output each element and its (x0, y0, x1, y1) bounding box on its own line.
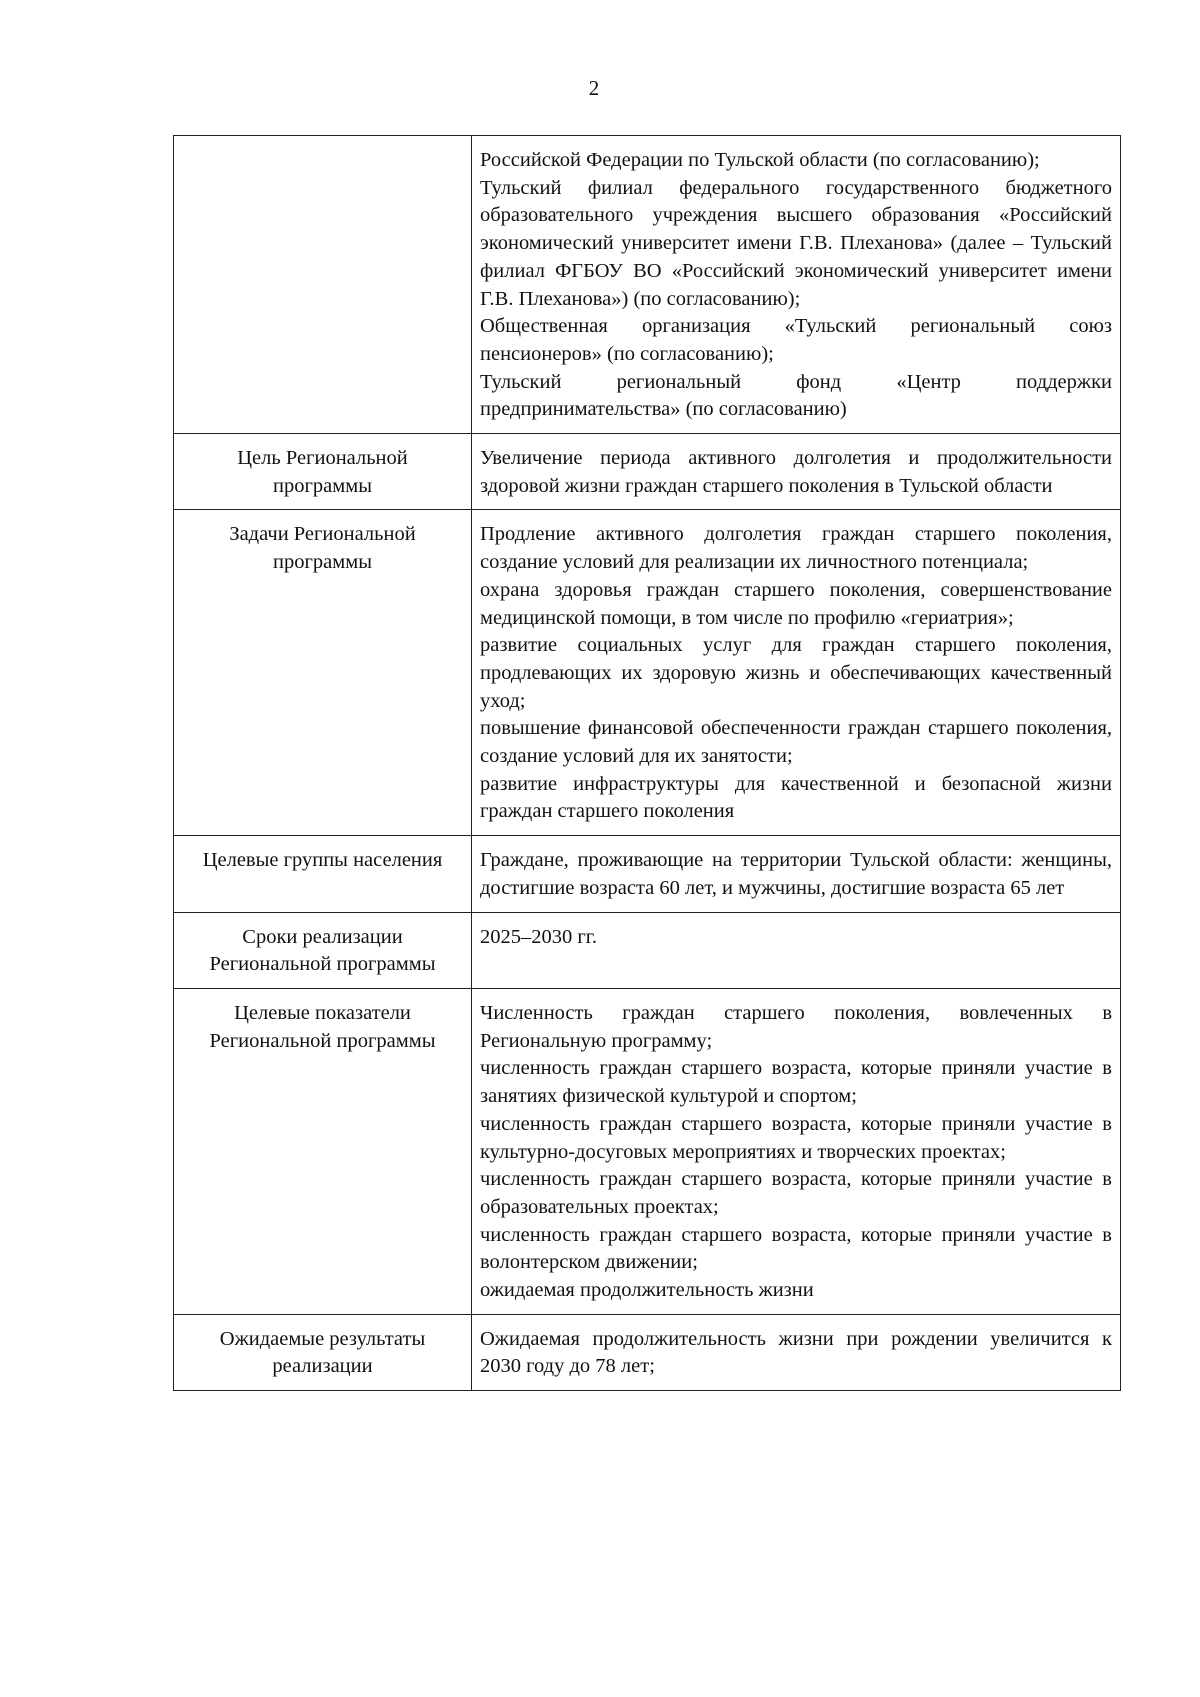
content-paragraph: численность граждан старшего возраста, которые приняли участие в культурно-досуговых мероприятиях и творческих проектах; (480, 1112, 1112, 1163)
row-content-cell (472, 1314, 1121, 1390)
row-label-cell (174, 988, 472, 1314)
row-label-cell (174, 510, 472, 836)
content-paragraph: Увеличение периода активного долголетия и продолжительности здоровой жизни граждан старшего поколения в Тульской области (480, 447, 1112, 497)
table-row (174, 510, 1121, 836)
row-label-cell (174, 912, 472, 988)
content-paragraph: развитие социальных услуг для граждан старшего поколения, продлевающих их здоровую жизнь и обеспечивающих качественный уход; (480, 634, 1112, 712)
row-label-cell (174, 136, 472, 434)
content-paragraph: Российской Федерации по Тульской области (по согласованию); (480, 149, 1040, 171)
row-content-cell (472, 434, 1121, 510)
table-row (174, 136, 1121, 434)
content-paragraph: Численность граждан старшего поколения, вовлеченных в Региональную программу; (480, 1001, 1112, 1052)
row-label-cell (174, 1314, 472, 1390)
row-label: Ожидаемые результаты реализации (219, 1327, 426, 1378)
content-paragraph: охрана здоровья граждан старшего поколения, совершенствование медицинской помощи, в том числе по профилю «гериатрия»; (480, 578, 1112, 629)
row-label: Сроки реализации Региональной программы (209, 925, 436, 976)
content-paragraph: численность граждан старшего возраста, которые приняли участие в волонтерском движении; (480, 1223, 1112, 1274)
row-content-cell (472, 836, 1121, 912)
content-paragraph: Тульский региональный фонд «Центр поддержки предпринимательства» (по согласованию) (480, 370, 1112, 421)
table-row (174, 1314, 1121, 1390)
row-content-cell (472, 136, 1121, 434)
row-content-cell (472, 988, 1121, 1314)
content-paragraph: численность граждан старшего возраста, которые приняли участие в занятиях физической культурой и спортом; (480, 1057, 1112, 1108)
table-row (174, 912, 1121, 988)
content-paragraph: повышение финансовой обеспеченности граждан старшего поколения, создание условий для их занятости; (480, 717, 1112, 768)
content-paragraph: Граждане, проживающие на территории Тульской области: женщины, достигшие возраста 60 лет, и мужчины, достигшие возраста 65 лет (480, 849, 1112, 899)
row-label-cell (174, 434, 472, 510)
content-paragraph: ожидаемая продолжительность жизни (480, 1279, 814, 1302)
content-paragraph: развитие инфраструктуры для качественной и безопасной жизни граждан старшего поколения (480, 772, 1112, 823)
row-label: Целевые группы населения (202, 849, 443, 872)
table-row (174, 434, 1121, 510)
row-label: Задачи Региональной программы (229, 523, 416, 574)
row-content-cell (472, 912, 1121, 988)
content-paragraph: Ожидаемая продолжительность жизни при рождении увеличится к 2030 году до 78 лет; (480, 1327, 1112, 1378)
table-row (174, 836, 1121, 912)
content-paragraph: Тульский филиал федерального государственного бюджетного образовательного учреждения высшего образования «Российский экономический университет имени Г.В. Плеханова» (далее – Тульский филиал ФГБОУ ВО «Российский экономический университет имени Г.В. Плеханова») (по согласованию); (480, 176, 1112, 310)
row-label-cell (174, 836, 472, 912)
page-number: 2 (588, 76, 600, 100)
content-paragraph: Продление активного долголетия граждан старшего поколения, создание условий для реализации их личностного потенциала; (480, 523, 1112, 574)
content-paragraph: 2025–2030 гг. (480, 925, 598, 948)
row-content-cell (472, 510, 1121, 836)
table-row (174, 988, 1121, 1314)
content-paragraph: Общественная организация «Тульский региональный союз пенсионеров» (по согласованию); (480, 315, 1112, 365)
program-passport-table (173, 135, 1121, 1391)
content-paragraph: численность граждан старшего возраста, которые приняли участие в образовательных проектах; (480, 1168, 1112, 1218)
row-label: Целевые показатели Региональной программы (209, 1001, 436, 1052)
row-label: Цель Региональной программы (237, 447, 408, 497)
